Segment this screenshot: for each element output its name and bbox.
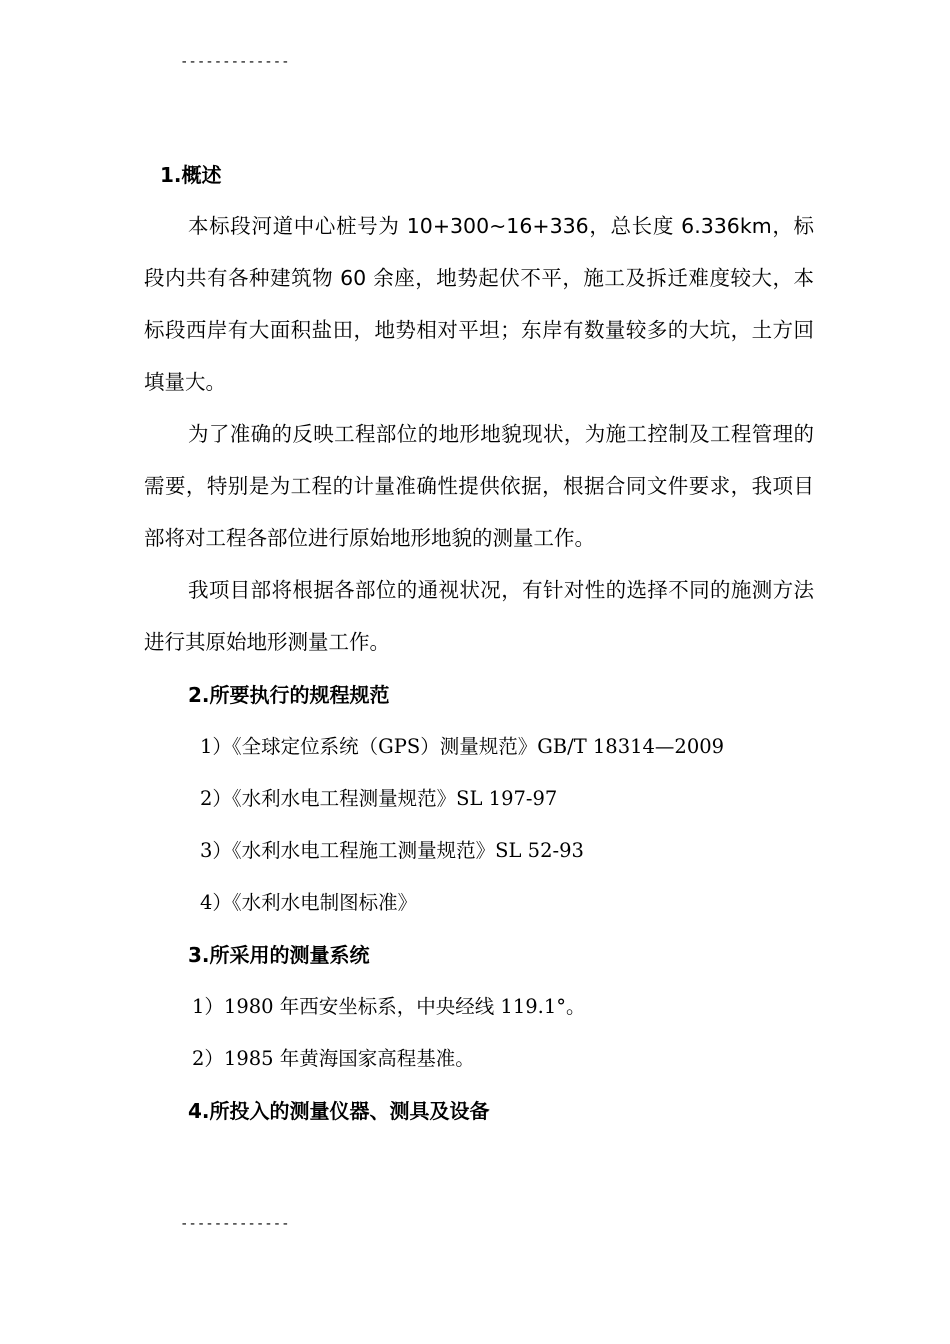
standard-item-3: 3）《水利水电工程施工测量规范》SL 52-93	[200, 839, 584, 862]
section-heading-systems: 3.所采用的测量系统	[188, 943, 370, 967]
section-heading-standards: 2.所要执行的规程规范	[188, 683, 390, 707]
standard-item-4: 4）《水利水电制图标准》	[200, 891, 418, 914]
overview-paragraph-2: 为了准确的反映工程部位的地形地貌现状，为施工控制及工程管理的需要，特别是为工程的计量准确性提供依据，根据合同文件要求，我项目部将对工程各部位进行原始地形地貌的测量工作。	[144, 422, 814, 550]
header-rule: -------------	[180, 54, 290, 70]
standard-item-1: 1）《全球定位系统（GPS）测量规范》GB/T 18314—2009	[200, 735, 725, 758]
overview-paragraph-1: 本标段河道中心桩号为 10+300~16+336，总长度 6.336km，标段内共有各种建筑物 60 余座，地势起伏不平，施工及拆迁难度较大，本标段西岸有大面积盐田，地势相对平坦；东岸有数量较多的大坑，土方回填量大。	[144, 214, 814, 394]
section-heading-overview: 1.概述	[160, 163, 222, 187]
section-heading-instruments: 4.所投入的测量仪器、测具及设备	[188, 1099, 490, 1123]
system-item-1: 1）1980 年西安坐标系，中央经线 119.1°。	[192, 995, 586, 1018]
system-item-2: 2）1985 年黄海国家高程基准。	[192, 1047, 475, 1070]
overview-paragraph-3: 我项目部将根据各部位的通视状况，有针对性的选择不同的施测方法进行其原始地形测量工作。	[144, 578, 814, 654]
standard-item-2: 2）《水利水电工程测量规范》SL 197-97	[200, 787, 558, 810]
footer-rule: -------------	[180, 1216, 290, 1232]
